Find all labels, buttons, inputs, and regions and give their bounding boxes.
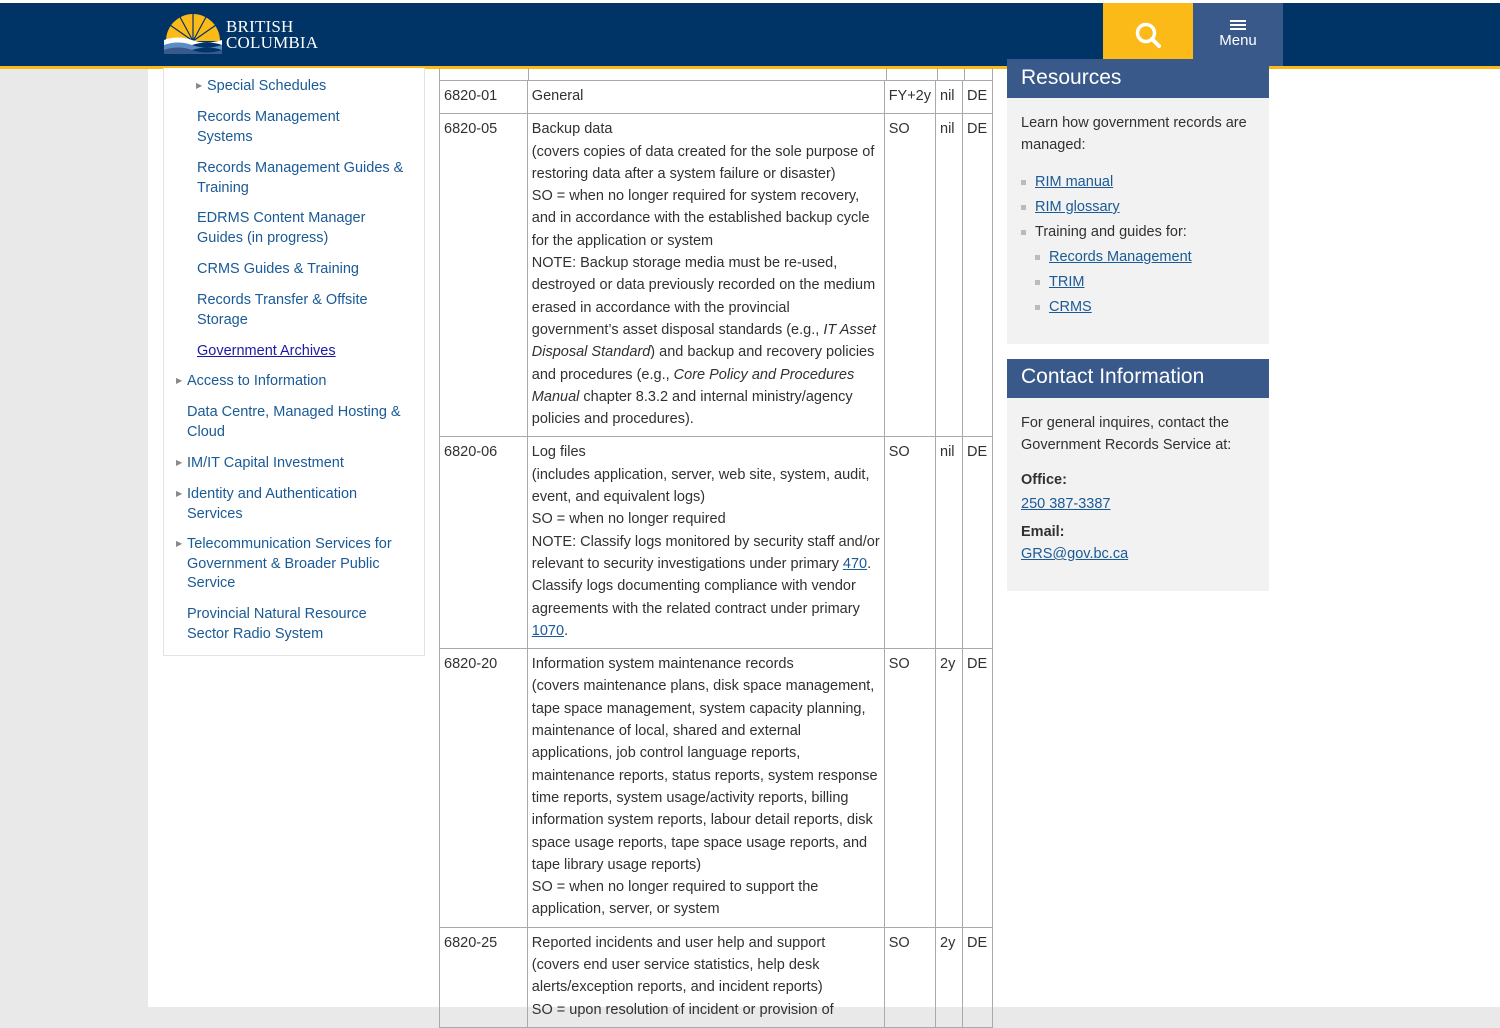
site-header (0, 0, 1500, 68)
contact-title: Contact Information (1007, 359, 1269, 398)
active-period: SO (884, 927, 935, 1027)
record-title: Backup data (531, 121, 613, 138)
active-period: SO (884, 649, 935, 928)
menu-button[interactable] (1193, 3, 1283, 66)
active-period: SO (884, 114, 935, 437)
final-disposition: DE (962, 437, 992, 649)
record-description: General (527, 81, 884, 114)
contact-panel (1007, 359, 1269, 591)
sidebar-item-access-to-information[interactable]: Access to Information (187, 373, 327, 389)
list-item (1021, 220, 1255, 320)
record-description (527, 114, 884, 437)
sidebar-item-government-archives[interactable]: Government Archives (197, 343, 336, 359)
sidebar-item-edrms-guides[interactable]: EDRMS Content Manager Guides (in progress) (197, 210, 366, 246)
primary-470-link[interactable]: 470 (842, 555, 868, 572)
final-disposition: DE (962, 927, 992, 1027)
record-code: 6820-05 (440, 114, 528, 437)
search-button[interactable] (1103, 3, 1193, 66)
record-so-trigger: SO = upon resolution of incident or provision of (531, 1001, 834, 1018)
sun-logo-icon (162, 13, 224, 55)
email-link[interactable]: GRS@gov.bc.ca (1021, 546, 1129, 562)
expand-arrow-icon[interactable]: ▶ (176, 458, 183, 467)
list-item (1035, 295, 1255, 320)
semi-active-period: 2y (936, 649, 963, 928)
sidebar-item-imit-capital[interactable]: IM/IT Capital Investment (187, 455, 344, 471)
contact-body (1007, 398, 1269, 583)
sidebar-item-identity-auth[interactable]: Identity and Authentication Services (187, 486, 358, 522)
record-description (527, 927, 884, 1027)
record-scope: (covers copies of data created for the sole purpose of restoring data after a system failure or disaster) (531, 143, 875, 182)
email-label: Email: (1021, 524, 1065, 540)
final-disposition: DE (962, 114, 992, 437)
training-sublist (1035, 245, 1255, 320)
semi-active-period: nil (936, 437, 963, 649)
list-item (1021, 195, 1255, 220)
record-scope: (covers end user service statistics, help desk alerts/exception reports, and incident reports) (531, 956, 823, 996)
record-so-trigger: SO = when no longer required to support the application, server, or system (531, 879, 819, 918)
sidebar-item-rm-guides-training[interactable]: Records Management Guides & Training (197, 160, 404, 196)
expand-arrow-icon[interactable]: ▶ (196, 81, 203, 90)
list-item (1035, 245, 1255, 270)
record-code: 6820-20 (440, 649, 528, 928)
crms-link[interactable]: CRMS (1049, 299, 1092, 315)
table-row (440, 927, 993, 1027)
office-label: Office: (1021, 472, 1067, 488)
records-schedule-table (439, 80, 993, 1028)
record-description (527, 649, 884, 928)
table-row (440, 114, 993, 437)
resources-title: Resources (1007, 59, 1269, 98)
training-label: Training and guides for: (1035, 224, 1187, 240)
header-bar (0, 3, 1500, 69)
record-note: NOTE: Backup storage media must be re-used, destroyed or data previously recorded on the medium erased in accordance with the provincial government’s asset disposal standards (e.g., IT Asset Disposal Standard) and backup and recovery policies and procedures (e.g., Core Policy and Procedures Manual chapter 8.3.2 and internal ministry/agency policies and procedures). (531, 255, 876, 428)
sidebar-item-crms-guides[interactable]: CRMS Guides & Training (197, 261, 359, 277)
semi-active-period: nil (936, 114, 963, 437)
rim-glossary-link[interactable]: RIM glossary (1035, 199, 1120, 215)
sidebar-item-data-centre[interactable]: Data Centre, Managed Hosting & Cloud (187, 404, 401, 440)
resources-intro: Learn how government records are managed: (1021, 115, 1247, 153)
final-disposition: DE (962, 81, 992, 114)
search-icon (1134, 21, 1162, 49)
bc-logo[interactable] (162, 13, 322, 57)
record-code: 6820-06 (440, 437, 528, 649)
semi-active-period: 2y (936, 927, 963, 1027)
resources-list (1021, 170, 1255, 320)
expand-arrow-icon[interactable]: ▶ (176, 489, 183, 498)
record-title: Reported incidents and user help and support (531, 934, 826, 951)
expand-arrow-icon[interactable]: ▶ (176, 376, 183, 385)
semi-active-period: nil (936, 81, 963, 114)
record-scope: (includes application, server, web site, system, audit, event, and equivalent logs) (531, 466, 870, 506)
record-description (527, 437, 884, 649)
sidebar-item-records-management-systems[interactable]: Records Management Systems (197, 109, 340, 145)
record-so-trigger: SO = when no longer required for system recovery, and in accordance with the established backup cycle for the application or system (531, 188, 870, 249)
final-disposition: DE (962, 649, 992, 928)
menu-label: Menu (1219, 32, 1257, 49)
active-period: SO (884, 437, 935, 649)
record-note: NOTE: Classify logs monitored by security staff and/or relevant to security investigations under primary 470. Classify logs documenting compliance with vendor agreements with the related contract under primary 1070. (531, 533, 880, 639)
hamburger-icon (1230, 20, 1246, 30)
table-row (440, 437, 993, 649)
logo-line-1: BRITISH (226, 17, 294, 36)
resources-body (1007, 98, 1269, 338)
active-period: FY+2y (884, 81, 935, 114)
table-top-edge (439, 68, 993, 80)
logo-text (226, 19, 318, 51)
record-title: Information system maintenance records (531, 656, 794, 673)
sidebar-item-special-schedules[interactable]: Special Schedules (207, 78, 327, 94)
table-row (440, 81, 993, 114)
sidebar-item-telecom-services[interactable]: Telecommunication Services for Government & Broader Public Service (187, 536, 392, 591)
record-code: 6820-01 (440, 81, 528, 114)
rim-manual-link[interactable]: RIM manual (1035, 174, 1114, 190)
sidebar-item-radio-system[interactable]: Provincial Natural Resource Sector Radio System (187, 606, 367, 642)
record-code: 6820-25 (440, 927, 528, 1027)
list-item (1021, 170, 1255, 195)
table-row (440, 649, 993, 928)
contact-intro: For general inquires, contact the Government Records Service at: (1021, 415, 1232, 453)
list-item (1035, 270, 1255, 295)
office-phone-link[interactable]: 250 387-3387 (1021, 496, 1111, 512)
record-so-trigger: SO = when no longer required (531, 511, 726, 528)
records-management-link[interactable]: Records Management (1049, 249, 1192, 265)
trim-link[interactable]: TRIM (1049, 274, 1085, 290)
primary-1070-link[interactable]: 1070 (531, 622, 565, 639)
logo-line-2: COLUMBIA (226, 33, 319, 52)
expand-arrow-icon[interactable]: ▶ (176, 539, 183, 548)
record-title: Log files (531, 444, 586, 461)
record-scope: (covers maintenance plans, disk space management, tape space management, system capacity planning, maintenance of local, shared and external applications, job control language reports, maintenance reports, status reports, system response time reports, system usage/activity reports, billing information system reports, labour detail reports, disk space usage reports, tape space usage reports, and tape library usage reports) (531, 678, 878, 873)
resources-panel (1007, 59, 1269, 344)
sidebar-item-records-transfer[interactable]: Records Transfer & Offsite Storage (197, 292, 368, 328)
